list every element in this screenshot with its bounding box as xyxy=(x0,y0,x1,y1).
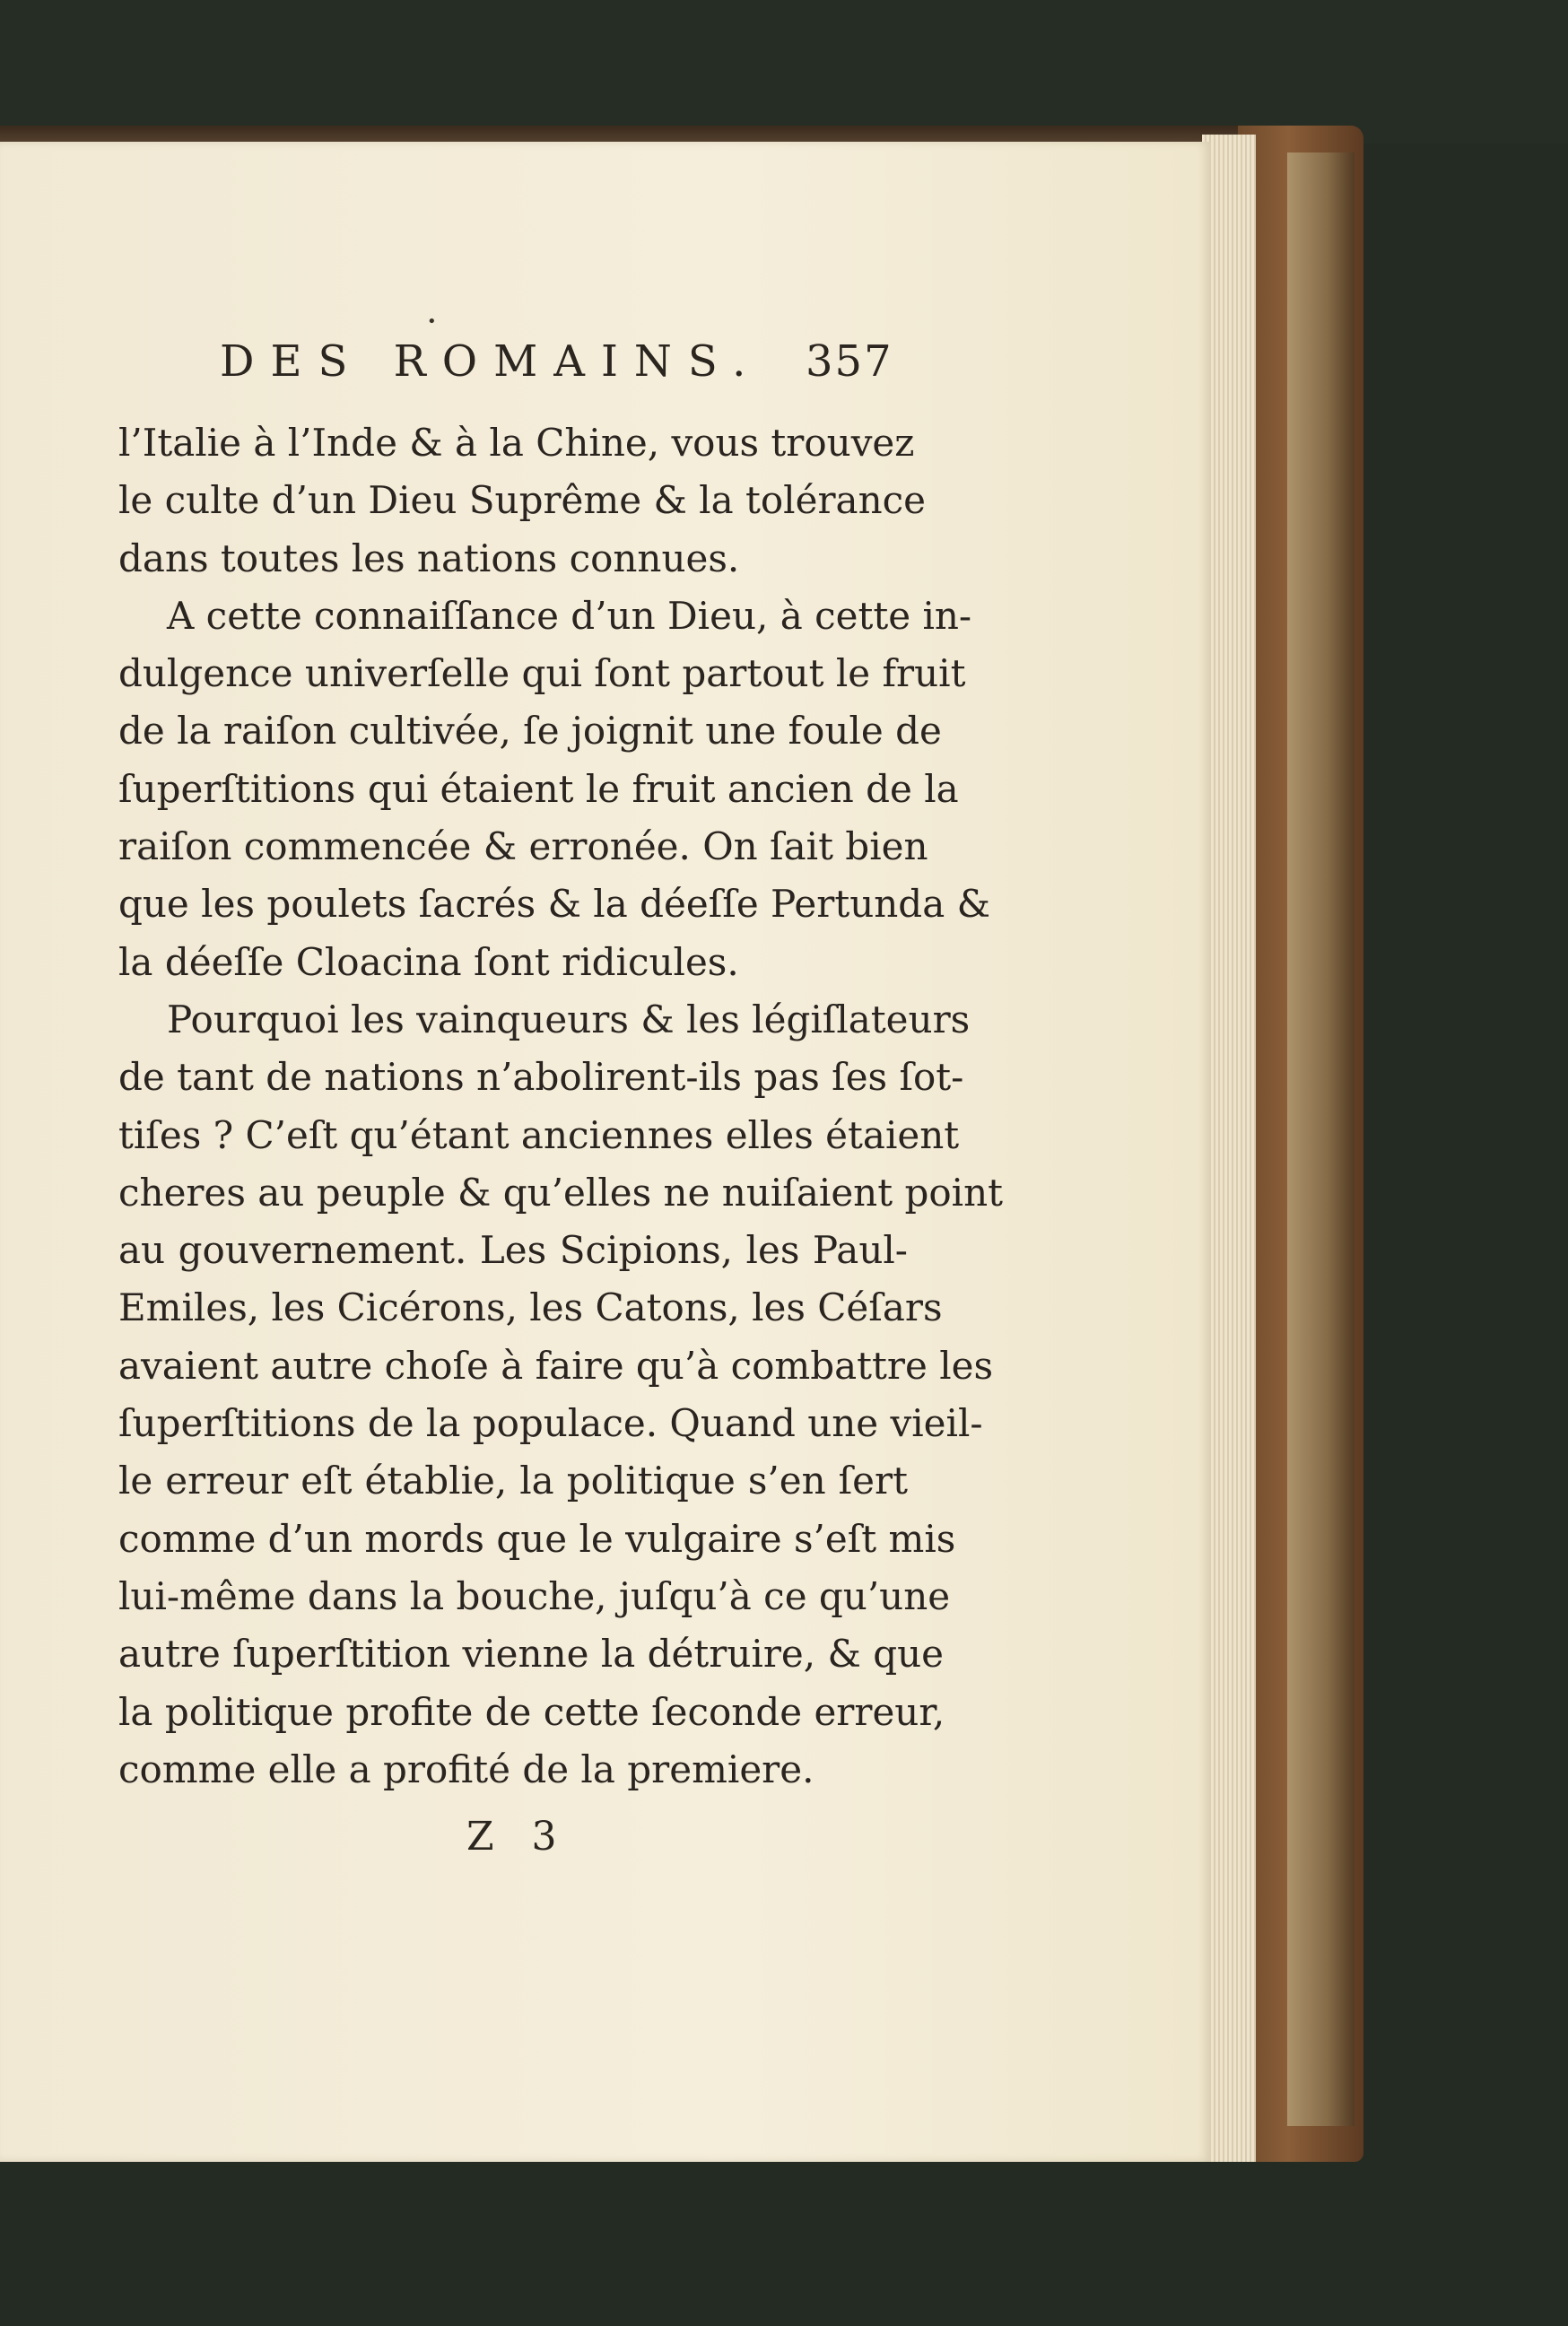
running-title: DES ROMAINS. xyxy=(220,336,762,387)
text-line: Pourquoi les vainqueurs & les légiſlateurs xyxy=(167,997,971,1041)
text-line: l’Italie à l’Inde & à la Chine, vous trouvez xyxy=(118,421,915,465)
text-line: ſuperſtitions de la populace. Quand une vieil- xyxy=(118,1401,983,1446)
signature-mark: Z 3 xyxy=(466,1814,570,1860)
text-line: comme d’un mords que le vulgaire s’eſt mis xyxy=(118,1516,956,1561)
text-line: au gouvernement. Les Scipions, les Paul- xyxy=(118,1228,908,1273)
ink-mark: • xyxy=(427,312,437,331)
text-line: avaient autre choſe à faire qu’à combattre les xyxy=(118,1343,994,1388)
cover-lining xyxy=(1287,152,1355,2126)
text-line: Emiles, les Cicérons, les Catons, les Céſars xyxy=(118,1285,943,1330)
text-line: tiſes ? C’eſt qu’étant anciennes elles étaient xyxy=(118,1112,960,1157)
text-line: de tant de nations n’abolirent-ils pas ſes ſot- xyxy=(118,1055,964,1100)
text-line: ſuperſtitions qui étaient le fruit ancien de la xyxy=(118,766,959,811)
text-line: la politique profite de cette ſeconde erreur, xyxy=(118,1689,945,1734)
text-line: le culte d’un Dieu Suprême & la tolérance xyxy=(118,478,927,523)
text-line: comme elle a profité de la premiere. xyxy=(118,1747,814,1791)
text-line: raiſon commencée & erronée. On ſait bien xyxy=(118,824,928,869)
text-line: A cette connaiſſance d’un Dieu, à cette in- xyxy=(167,593,972,638)
text-line: la déeſſe Cloacina ſont ridicules. xyxy=(118,939,739,984)
text-line: lui-même dans la bouche, juſqu’à ce qu’une xyxy=(118,1573,951,1618)
text-line: cheres au peuple & qu’elles ne nuiſaient point xyxy=(118,1170,1003,1215)
background-surface xyxy=(0,0,1568,144)
text-line: le erreur eſt établie, la politique s’en ſert xyxy=(118,1459,908,1503)
body-text xyxy=(118,414,1003,1799)
text-line: dans toutes les nations connues. xyxy=(118,536,740,580)
text-line: que les poulets ſacrés & la déeſſe Pertunda & xyxy=(118,882,990,927)
text-line: autre ſuperſtition vienne la détruire, & que xyxy=(118,1632,945,1677)
text-line: de la raiſon cultivée, ſe joignit une foule de xyxy=(118,709,942,754)
text-line: dulgence univerſelle qui ſont partout le fruit xyxy=(118,651,966,696)
page-number: 357 xyxy=(806,336,893,387)
